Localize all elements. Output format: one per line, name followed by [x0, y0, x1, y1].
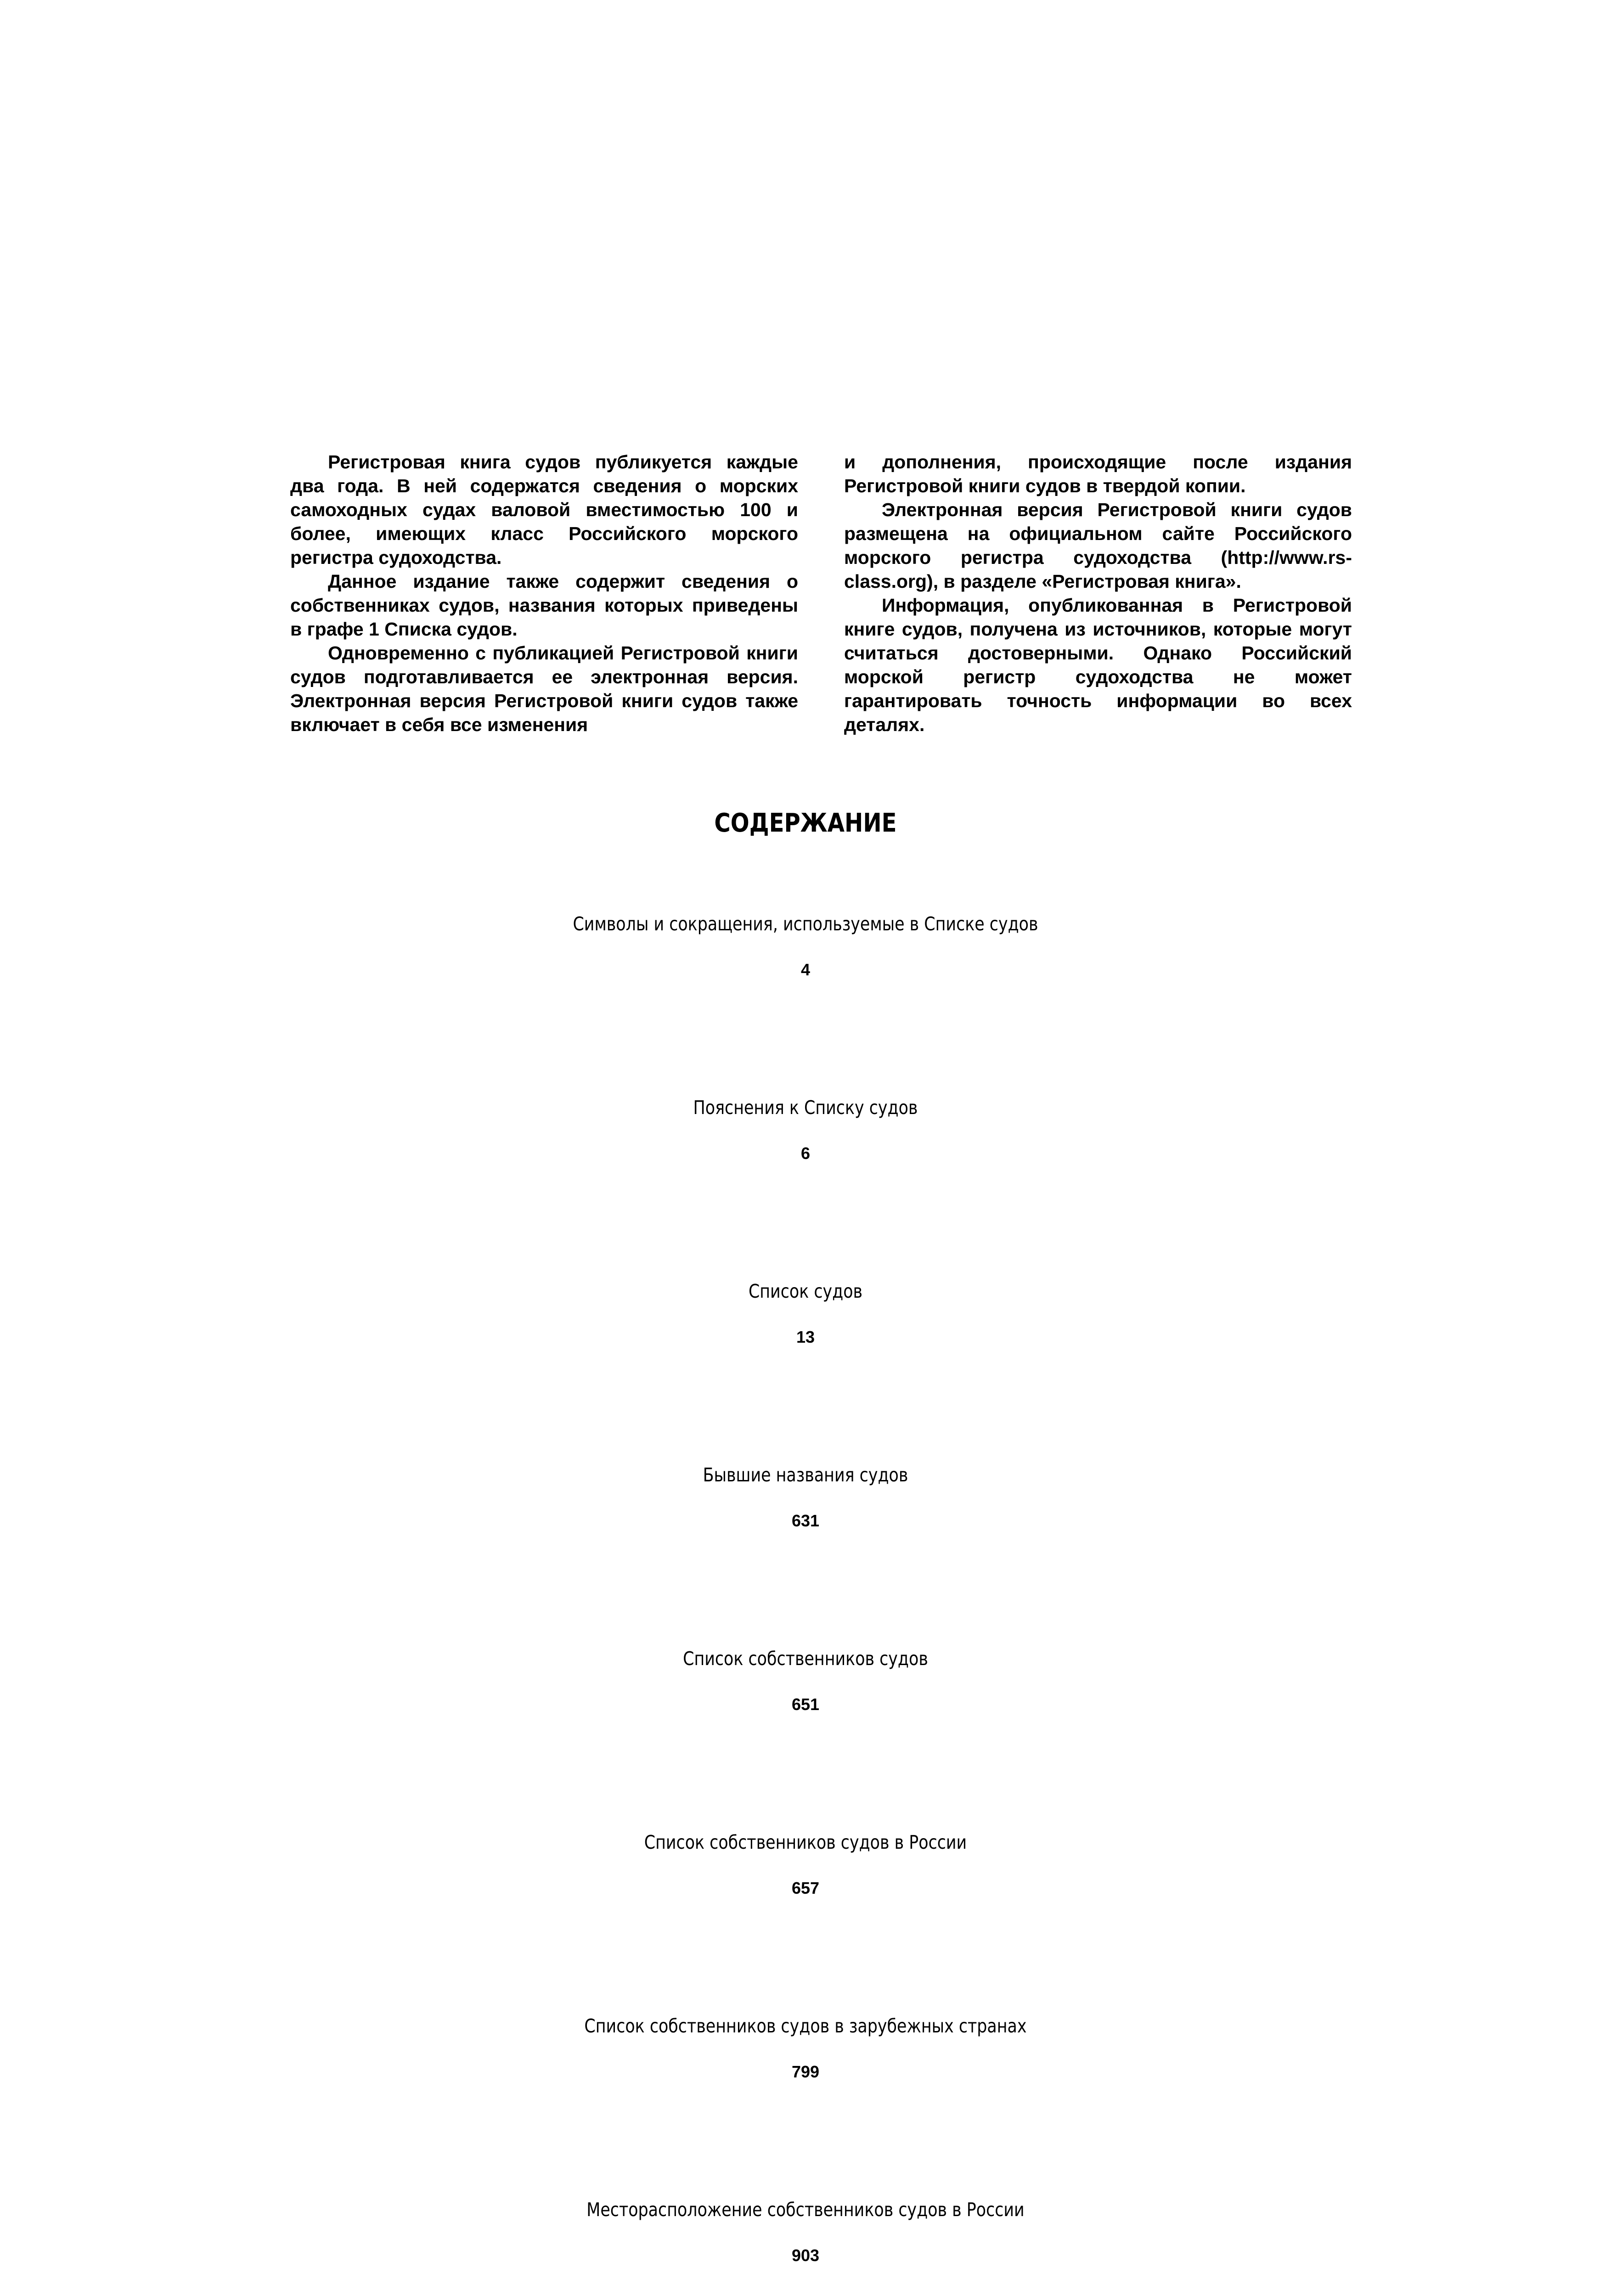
- toc-entry-title: Символы и сокращения, используемые в Списке судов: [573, 913, 1038, 935]
- intro-paragraph: Информация, опубликованная в Регистровой книге судов, получена из источников, которые могут считаться достоверными. Однако Российский морской регистр судоходства не может гарантировать точность информации во всех деталях.: [844, 595, 1352, 735]
- intro-paragraph: Одновременно с публикацией Регистровой книги судов подготавливается ее электронная версия. Электронная версия Регистровой книги судов также включает в себя все изменения: [290, 642, 798, 735]
- toc-entry[interactable]: [0, 1097, 1611, 1280]
- toc-entry-title: Список судов: [748, 1280, 863, 1302]
- toc-entry-page: 13: [796, 1328, 815, 1346]
- toc-entry-title: Бывшие названия судов: [703, 1464, 908, 1486]
- toc-entry-title: Список собственников судов в России: [644, 1831, 967, 1853]
- toc-entry-page: 799: [791, 2062, 820, 2081]
- toc-entry[interactable]: [0, 913, 1611, 1097]
- intro-right-column: [844, 450, 1352, 737]
- toc-entry[interactable]: [0, 1280, 1611, 1464]
- toc-entry-page: 657: [791, 1879, 820, 1897]
- toc-entry-page: 651: [791, 1695, 820, 1714]
- toc-entry-page: 631: [791, 1511, 820, 1530]
- toc-entry-page: 4: [800, 960, 811, 979]
- toc-entry-title: Пояснения к Списку судов: [693, 1097, 918, 1119]
- intro-left-column: [290, 450, 798, 737]
- toc-entry-page: 903: [791, 2246, 820, 2265]
- toc-entry[interactable]: [0, 1648, 1611, 1831]
- intro-text: [290, 450, 1352, 737]
- toc-entry[interactable]: [0, 1464, 1611, 1648]
- intro-paragraph: Регистровая книга судов публикуется каждые два года. В ней содержатся сведения о морских самоходных судах валовой вместимостью 100 и более, имеющих класс Российского морского регистра судоходства.: [290, 451, 798, 568]
- table-of-contents: [0, 913, 1611, 2296]
- toc-entry-page: 6: [800, 1144, 811, 1163]
- intro-paragraph: Данное издание также содержит сведения о собственниках судов, названия которых приведены в графе 1 Списка судов.: [290, 571, 798, 640]
- toc-title: СОДЕРЖАНИЕ: [714, 808, 897, 838]
- toc-entry[interactable]: [0, 2015, 1611, 2199]
- intro-paragraph: и дополнения, происходящие после издания Регистровой книги судов в твердой копии.: [844, 451, 1352, 496]
- toc-entry-title: Месторасположение собственников судов в России: [586, 2199, 1025, 2221]
- toc-entry[interactable]: [0, 2199, 1611, 2296]
- toc-entry-title: Список собственников судов: [683, 1648, 928, 1670]
- intro-paragraph: Электронная версия Регистровой книги судов размещена на официальном сайте Российского морского регистра судоходства (http://www.rs-class.org), в разделе «Регистровая книга».: [844, 499, 1352, 592]
- toc-entry-title: Список собственников судов в зарубежных странах: [584, 2015, 1027, 2037]
- toc-entry[interactable]: [0, 1831, 1611, 2015]
